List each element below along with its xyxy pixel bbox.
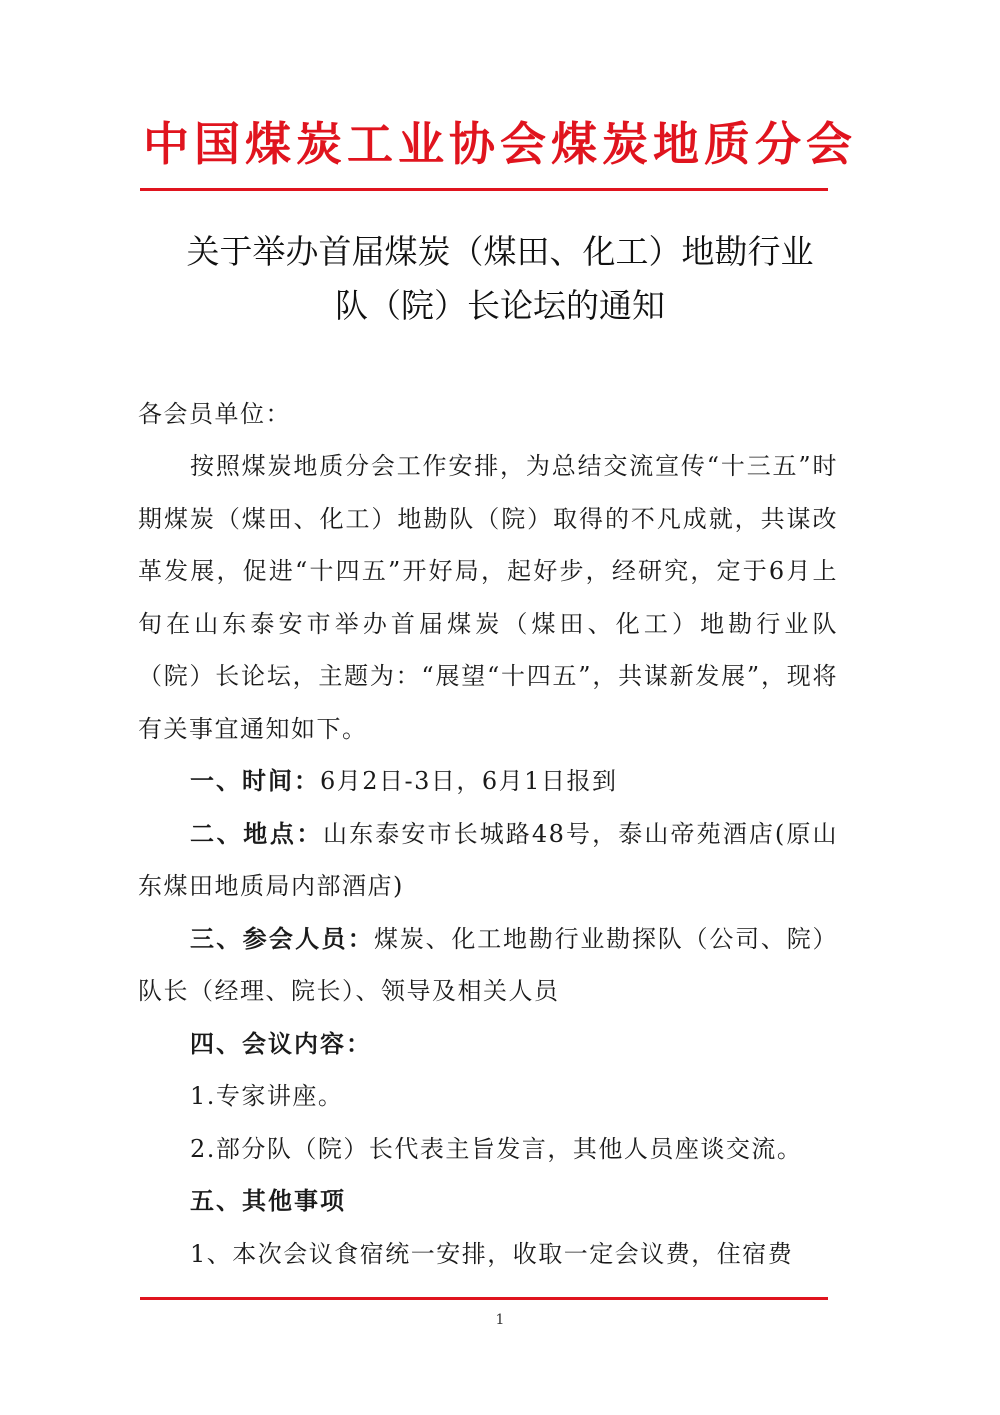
item-other-label: 五、其他事项 [190, 1187, 346, 1215]
notice-body [138, 440, 838, 1280]
header-red-rule [140, 188, 828, 191]
document-title-line-2: 队（院）长论坛的通知 [335, 286, 665, 325]
content-point-2: 2.部分队（院）长代表主旨发言，其他人员座谈交流。 [190, 1134, 803, 1163]
item-attendees-label: 三、参会人员： [190, 924, 375, 953]
item-content [138, 1018, 838, 1071]
item-content-label: 四、会议内容： [190, 1029, 372, 1058]
organization-header: 中国煤炭工业协会煤炭地质分会 [143, 117, 857, 171]
item-place-text: 山东泰安市长城路48号，泰山帝苑酒店(原山东煤田地质局内部酒店) [138, 819, 839, 900]
document-title [120, 225, 880, 333]
document-title-line-1: 关于举办首届煤炭（煤田、化工）地勘行业 [186, 232, 814, 271]
item-attendees [138, 913, 838, 1018]
content-point-1: 1.专家讲座。 [190, 1082, 344, 1110]
item-place-label: 二、地点： [190, 819, 324, 848]
item-attendees-text: 煤炭、化工地勘行业勘探队（公司、院）队长（经理、院长）、领导及相关人员 [138, 924, 839, 1005]
item-other [138, 1175, 838, 1228]
footer-red-rule [140, 1297, 828, 1300]
page-number: 1 [495, 1312, 505, 1328]
intro-paragraph: 按照煤炭地质分会工作安排，为总结交流宣传“十三五”时期煤炭（煤田、化工）地勘队（院）取得的不凡成就，共谋改革发展，促进“十四五”开好局，起好步，经研究，定于6月上旬在山东泰安市举办首届煤炭（煤田、化工）地勘行业队（院）长论坛，主题为：“展望“十四五”，共谋新发展”，现将有关事宜通知如下。 [138, 452, 838, 743]
item-place [138, 808, 838, 913]
item-time-text: 6月2日-3日，6月1日报到 [320, 767, 618, 795]
salutation: 各会员单位： [138, 400, 291, 428]
item-time [138, 755, 838, 808]
other-point-1: 1、本次会议食宿统一安排，收取一定会议费，住宿费 [190, 1239, 794, 1268]
item-time-label: 一、时间： [190, 767, 320, 795]
